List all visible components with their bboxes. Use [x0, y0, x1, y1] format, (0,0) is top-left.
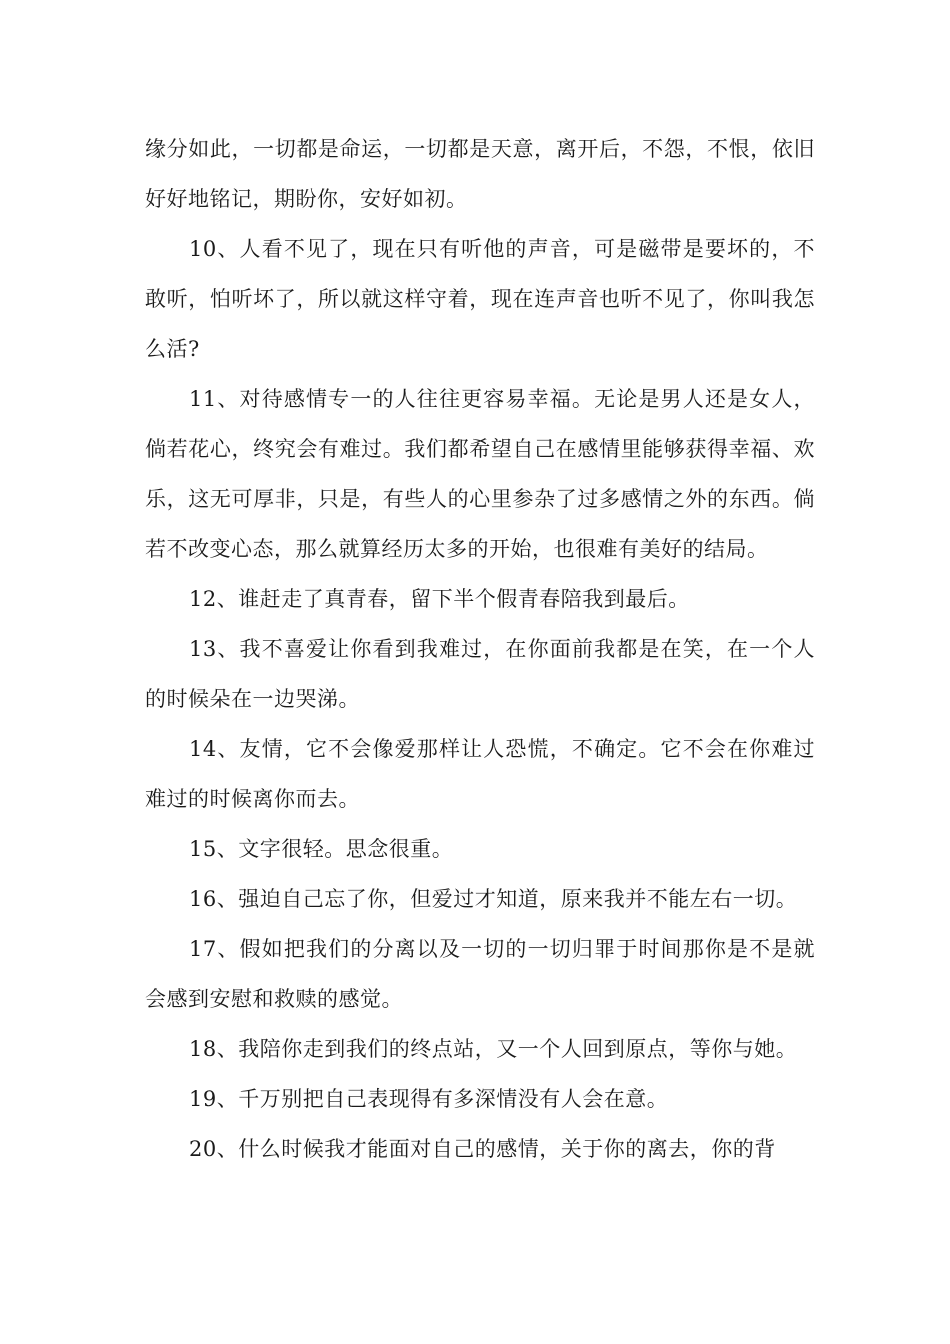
paragraph-item-16: 16、强迫自己忘了你，但爱过才知道，原来我并不能左右一切。: [189, 887, 798, 911]
paragraph-item-19: 19、千万别把自己表现得有多深情没有人会在意。: [189, 1087, 669, 1111]
paragraph-item-18: 18、我陪你走到我们的终点站，又一个人回到原点，等你与她。: [189, 1037, 798, 1061]
paragraph-item-13: 13、我不喜爱让你看到我难过，在你面前我都是在笑，在一个人的时候朵在一边哭涕。: [145, 637, 815, 711]
document-body: [145, 124, 815, 1174]
paragraph-item-20: 20、什么时候我才能面对自己的感情，关于你的离去，你的背: [189, 1137, 776, 1161]
paragraph-item-12: 12、谁赶走了真青春，留下半个假青春陪我到最后。: [189, 587, 690, 611]
paragraph-item-11: 11、对待感情专一的人往往更容易幸福。无论是男人还是女人，倘若花心，终究会有难过。我们都希望自己在感情里能够获得幸福、欢乐，这无可厚非，只是，有些人的心里参杂了过多感情之外的东西。倘若不改变心态，那么就算经历太多的开始，也很难有美好的结局。: [145, 387, 815, 561]
paragraph-item-14: 14、友情，它不会像爱那样让人恐慌，不确定。它不会在你难过难过的时候离你而去。: [145, 737, 815, 811]
paragraph-continuation: 缘分如此，一切都是命运，一切都是天意，离开后，不怨，不恨，依旧好好地铭记，期盼你，安好如初。: [145, 137, 815, 211]
paragraph-item-10: 10、人看不见了，现在只有听他的声音，可是磁带是要坏的，不敢听，怕听坏了，所以就这样守着，现在连声音也听不见了，你叫我怎么活?: [145, 237, 815, 361]
paragraph-item-15: 15、文字很轻。思念很重。: [189, 837, 454, 861]
paragraph-item-17: 17、假如把我们的分离以及一切的一切归罪于时间那你是不是就会感到安慰和救赎的感觉。: [145, 937, 815, 1011]
